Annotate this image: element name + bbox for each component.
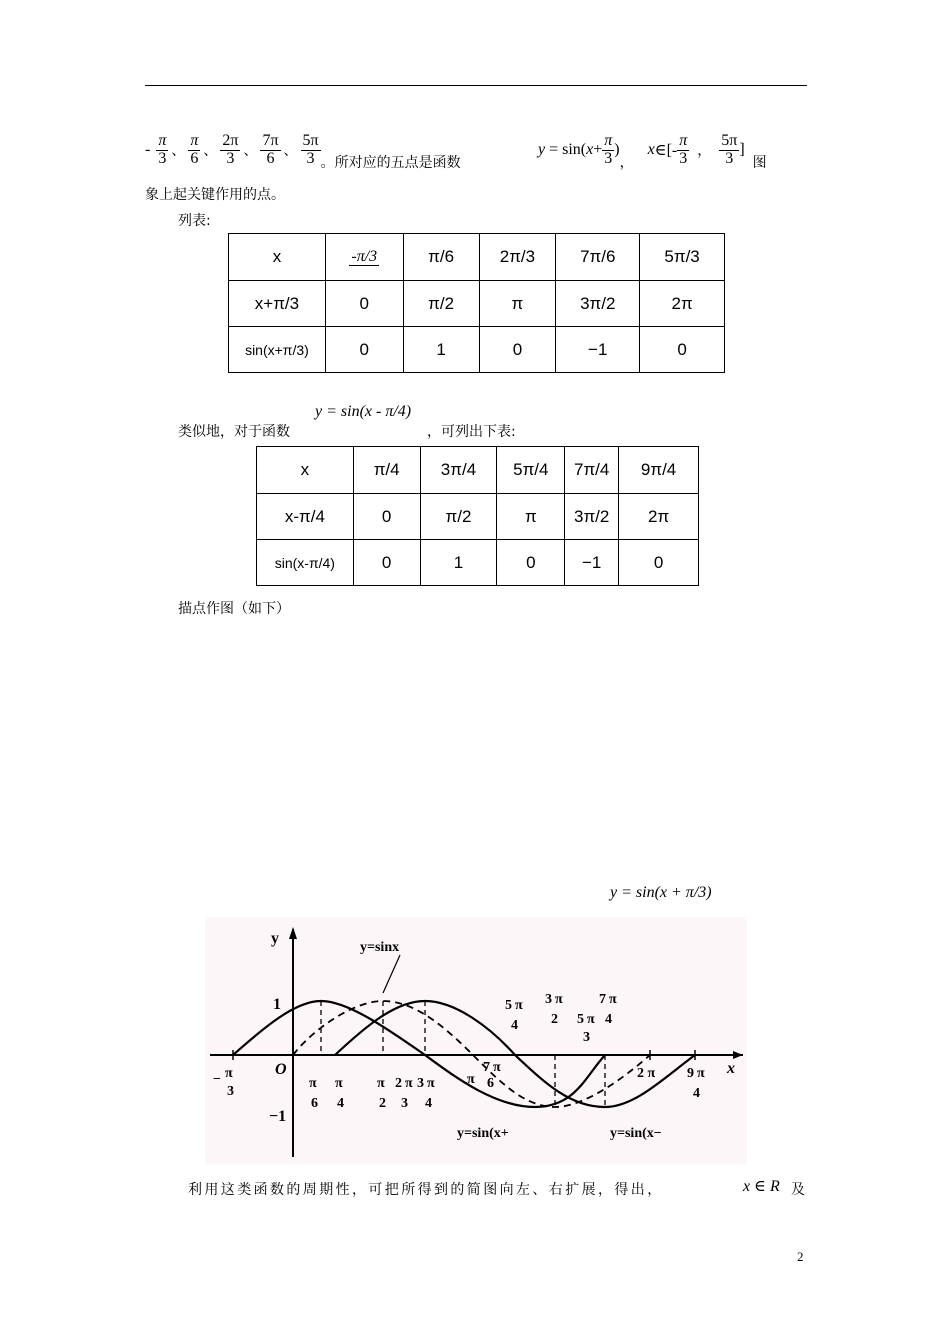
similar-func: y = sin(x - π/4): [315, 403, 412, 420]
graph-caption: y = sin(x + π/3): [610, 884, 712, 901]
func-frac: $\frac{\pi}{3}$: [604, 131, 613, 167]
t1-cell: 0: [479, 327, 556, 373]
domain-start: $\frac{\pi}{3}$: [679, 131, 688, 167]
svg-text:2: 2: [395, 1076, 402, 1091]
t1-cell: π: [479, 281, 556, 327]
svg-text:5: 5: [505, 998, 512, 1013]
t1-cell: −1: [556, 327, 640, 373]
svg-text:π: π: [405, 1076, 413, 1091]
svg-text:4: 4: [337, 1096, 344, 1111]
t1-head-sin: sin(x+π/3): [229, 327, 326, 373]
svg-text:π: π: [587, 1012, 595, 1027]
svg-text:π: π: [515, 998, 523, 1013]
page-number: 2: [797, 1249, 804, 1264]
t2-cell: π: [497, 494, 565, 540]
svg-text:2: 2: [551, 1012, 558, 1027]
t1-cell: 3π/2: [556, 281, 640, 327]
t2-head-shift: x-π/4: [257, 494, 354, 540]
one-label: 1: [273, 996, 281, 1013]
svg-text:5: 5: [577, 1012, 584, 1027]
t2-cell: 2π: [619, 494, 699, 540]
svg-text:3: 3: [583, 1030, 590, 1045]
t1-cell: 7π/6: [556, 234, 640, 281]
x-axis-arrow: [733, 1051, 743, 1059]
intro-line-2: 象上起关键作用的点。: [145, 187, 285, 203]
intro-function: y = sin( x + $\frac{\pi}{3}$ ) ， x ∈[- $\frac{\pi}{3}$ ， $\frac{5\pi}{3}$ ] 图: [538, 131, 767, 171]
t2-cell: 0: [497, 540, 565, 586]
t1-cell: 0: [325, 281, 403, 327]
svg-text:4: 4: [511, 1018, 518, 1033]
t2-cell: −1: [565, 540, 619, 586]
t1-cell: 2π/3: [479, 234, 556, 281]
point-5: $\frac{5\pi}{3}$: [302, 131, 319, 167]
tick-labels: [213, 1060, 705, 1111]
t1-head-x: x: [229, 234, 326, 281]
sine-graph-svg: [205, 917, 747, 1164]
tick-labels-top: [505, 992, 617, 1045]
domain-end: $\frac{5\pi}{3}$: [721, 131, 738, 167]
t2-cell: 5π/4: [497, 447, 565, 494]
svg-text:2 π: 2 π: [637, 1066, 656, 1081]
t2-cell: 0: [619, 540, 699, 586]
t2-head-sin: sin(x-π/4): [257, 540, 354, 586]
t2-cell: 3π/2: [565, 494, 619, 540]
header-rule: [145, 85, 807, 86]
svg-text:3: 3: [545, 992, 552, 1007]
svg-text:9: 9: [687, 1066, 694, 1081]
svg-text:π: π: [697, 1066, 705, 1081]
final-tail: 及: [791, 1182, 805, 1198]
t1-cell: π/6: [403, 234, 479, 281]
t1-cell: π/2: [403, 281, 479, 327]
final-text: 利用这类函数的周期性，可把所得到的简图向左、右扩展，得出，: [188, 1182, 664, 1198]
table-2: [256, 446, 699, 586]
t2-cell: π/2: [420, 494, 497, 540]
t2-cell: 0: [353, 540, 420, 586]
t1-cell: -π/3: [325, 234, 403, 281]
t1-cell: 0: [325, 327, 403, 373]
origin-label: O: [275, 1061, 287, 1078]
svg-text:7: 7: [483, 1060, 490, 1075]
svg-text:7: 7: [599, 992, 606, 1007]
svg-text:π: π: [225, 1066, 233, 1081]
label-sinx-pointer: [383, 955, 400, 993]
point-2: $\frac{\pi}{6}$: [190, 131, 199, 167]
svg-text:3: 3: [227, 1084, 234, 1099]
point-1: $\frac{\pi}{3}$: [158, 131, 167, 167]
point-1-sign: -: [145, 141, 151, 158]
list-label: 列表:: [178, 213, 211, 229]
t1-cell: 1: [403, 327, 479, 373]
t2-cell: 9π/4: [619, 447, 699, 494]
svg-text:π: π: [493, 1060, 501, 1075]
svg-text:2: 2: [379, 1096, 386, 1111]
similar-text-after: ，可列出下表:: [427, 424, 516, 440]
svg-text:π: π: [335, 1076, 343, 1091]
sine-graph: [205, 917, 747, 1164]
final-math: x ∈ R: [743, 1178, 780, 1195]
svg-text:π: π: [377, 1076, 385, 1091]
svg-text:π: π: [309, 1076, 317, 1091]
similar-text-before: 类似地，对于函数: [178, 424, 290, 440]
svg-text:4: 4: [693, 1086, 700, 1101]
intro-points: - $\frac{\pi}{3}$ 、 $\frac{\pi}{6}$ 、 $\frac{2\pi}{3}$ 、 $\frac{7\pi}{6}$ 、 $\frac{5\pi}{3}$ 。所对应的五点是函数: [145, 131, 461, 171]
svg-text:3: 3: [401, 1096, 408, 1111]
minus-one-label: −1: [269, 1108, 287, 1125]
svg-text:π: π: [467, 1072, 475, 1087]
svg-text:3: 3: [417, 1076, 424, 1091]
t2-cell: 7π/4: [565, 447, 619, 494]
y-axis-arrow: [289, 927, 297, 939]
intro-tail: 。所对应的五点是函数: [320, 155, 461, 171]
svg-text:π: π: [609, 992, 617, 1007]
svg-text:π: π: [555, 992, 563, 1007]
svg-text:6: 6: [311, 1096, 318, 1111]
t1-cell: 0: [640, 327, 725, 373]
svg-text:4: 4: [605, 1012, 612, 1027]
svg-text:4: 4: [425, 1096, 432, 1111]
label-sin-minus: y=sin(x−: [610, 1126, 662, 1141]
t2-cell: 3π/4: [420, 447, 497, 494]
plot-label: 描点作图（如下）: [178, 601, 290, 617]
t1-cell: 5π/3: [640, 234, 725, 281]
t2-cell: 0: [353, 494, 420, 540]
point-4: $\frac{7\pi}{6}$: [262, 131, 279, 167]
point-3: $\frac{2\pi}{3}$: [222, 131, 239, 167]
t1-head-shift: x+π/3: [229, 281, 326, 327]
label-sinx: y=sinx: [360, 940, 400, 955]
svg-text:6: 6: [487, 1076, 494, 1091]
label-sin-plus: y=sin(x+: [457, 1126, 509, 1141]
table-1: [228, 233, 725, 373]
svg-text:π: π: [427, 1076, 435, 1091]
t2-cell: 1: [420, 540, 497, 586]
t1-cell: 2π: [640, 281, 725, 327]
y-axis-label: y: [271, 930, 279, 947]
x-axis-label: x: [727, 1060, 735, 1077]
t2-cell: π/4: [353, 447, 420, 494]
t2-head-x: x: [257, 447, 354, 494]
svg-text:−: −: [213, 1072, 221, 1087]
